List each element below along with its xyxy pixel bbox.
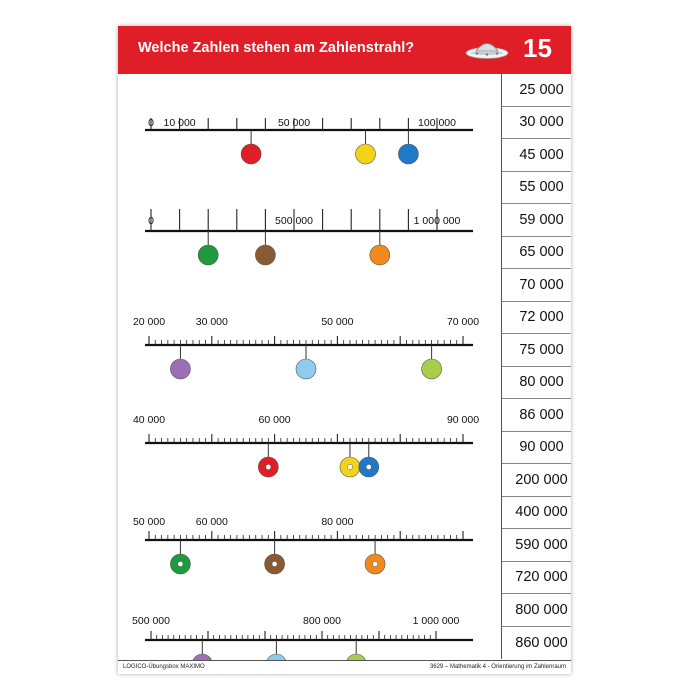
marker-green-dot [198, 245, 218, 265]
tick-label: 1 000 000 [413, 215, 461, 227]
exercise-card [118, 26, 571, 674]
answer-cell: 720 000 [502, 562, 571, 595]
answer-cell: 65 000 [502, 237, 571, 270]
card-number: 15 [523, 33, 552, 63]
footer-publisher: LOGICO-Übungsbox MAXIMO [123, 664, 205, 670]
footer-series: 3629 – Mathematik 4 - Orientierung im Zahlenraum [429, 664, 566, 670]
tick-label: 500 000 [132, 615, 170, 627]
number-line-5 [133, 516, 473, 574]
tick-label: 50 000 [132, 516, 166, 528]
answer-cell: 86 000 [502, 399, 571, 432]
marker-ring-hole [178, 561, 183, 566]
answer-cell: 70 000 [502, 269, 571, 302]
tick-label: 60 000 [258, 414, 291, 426]
tick-label: 0 [148, 215, 154, 227]
marker-ring-hole [347, 464, 352, 469]
answer-cell: 400 000 [502, 497, 571, 530]
answer-column [501, 74, 571, 659]
marker-ring-hole [272, 561, 277, 566]
answer-cell: 90 000 [502, 432, 571, 465]
card-header [118, 26, 571, 74]
tick-label: 50 000 [277, 117, 311, 129]
marker-orange-dot [370, 245, 390, 265]
number-lines-area [118, 74, 501, 660]
answer-cell: 75 000 [502, 334, 571, 367]
tick-label: 80 000 [321, 516, 354, 528]
tick-label: 50 000 [321, 316, 354, 328]
tick-label: 40 000 [132, 414, 166, 426]
ufo-icon [464, 38, 510, 62]
answer-cell: 45 000 [502, 139, 571, 172]
answer-cell: 590 000 [502, 529, 571, 562]
marker-light-green-dot [422, 359, 442, 379]
marker-purple-dot [170, 359, 190, 379]
marker-brown-dot [255, 245, 275, 265]
tick-label: 800 000 [303, 615, 341, 627]
answer-cell: 30 000 [502, 107, 571, 140]
marker-red-dot [241, 144, 261, 164]
number-line-4 [133, 414, 479, 477]
tick-label: 10 000 [163, 117, 196, 129]
marker-yellow-dot [356, 144, 376, 164]
answer-cell: 55 000 [502, 172, 571, 205]
tick-label: 100 000 [418, 117, 456, 129]
tick-label: 500 000 [275, 215, 313, 227]
answer-cell: 59 000 [502, 204, 571, 237]
number-line-3 [133, 316, 479, 379]
answer-cell: 200 000 [502, 464, 571, 497]
marker-ring-hole [366, 464, 371, 469]
number-line-6 [132, 615, 473, 660]
tick-label: 30 000 [195, 316, 228, 328]
number-line-1 [145, 117, 473, 164]
tick-label: 0 [148, 117, 154, 129]
number-line-2 [145, 209, 473, 265]
tick-label: 90 000 [446, 414, 480, 426]
card-title: Welche Zahlen stehen am Zahlenstrahl? [138, 40, 415, 56]
tick-label: 20 000 [132, 316, 166, 328]
tick-label: 70 000 [446, 316, 480, 328]
marker-ring-hole [266, 464, 271, 469]
marker-ring-hole [372, 561, 377, 566]
answer-cell: 72 000 [502, 302, 571, 335]
tick-label: 60 000 [195, 516, 228, 528]
tick-label: 1 000 000 [412, 615, 460, 627]
marker-light-blue-dot [296, 359, 316, 379]
answer-cell: 80 000 [502, 367, 571, 400]
answer-cell: 25 000 [502, 74, 571, 107]
answer-cell: 860 000 [515, 634, 568, 651]
card-footer [118, 660, 571, 674]
marker-blue-dot [398, 144, 418, 164]
answer-cell: 800 000 [502, 594, 571, 627]
